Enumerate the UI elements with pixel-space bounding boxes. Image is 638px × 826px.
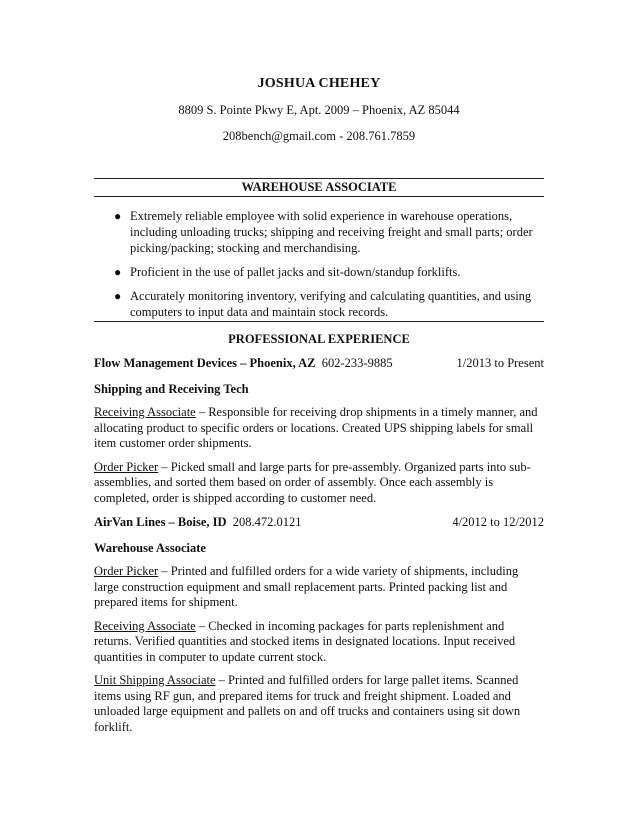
job-duty [94, 673, 544, 735]
section-rule [94, 178, 544, 179]
summary-bullet: ● Proficient in the use of pallet jacks and sit-down/standup forklifts. [114, 265, 461, 279]
duty-role: Order Picker [94, 459, 159, 474]
job-duty [94, 405, 544, 452]
duty-text: – Responsible for receiving drop shipments in a timely manner, and allocating product to specific orders or locations. Created UPS shipping labels for small item customer order shipments. [94, 405, 538, 450]
job-title: Shipping and Receiving Tech [94, 382, 249, 396]
duty-role: Order Picker [94, 564, 159, 578]
job-title: Warehouse Associate [94, 541, 206, 555]
candidate-name: JOSHUA CHEHEY [257, 76, 381, 91]
duty-role: Unit Shipping Associate [94, 673, 216, 687]
section-rule [94, 196, 544, 197]
duty-text: – Checked in incoming packages for parts replenishment and returns. Verified quantities and stocked items in designated locations. Input received quantities in computer to update current stock. [94, 618, 516, 664]
job-dates: 4/2012 to 12/2012 [452, 515, 544, 529]
duty-text: – Printed and fulfilled orders for large pallet items. Scanned items using RF gun, and prepared items for truck and freight shipment. Loaded and unloaded large equipment and pallets on and off trucks and containers using sit down forklift. [94, 673, 521, 734]
job-phone: 602-233-9885 [321, 356, 393, 370]
summary-title: WAREHOUSE ASSOCIATE [241, 180, 397, 194]
duty-role: Receiving Associate [94, 618, 196, 633]
job-phone: 208.472.0121 [232, 515, 302, 529]
job-duty [94, 619, 544, 666]
job-entry [94, 514, 544, 735]
bullet-dot: ● [114, 209, 122, 223]
experience-section [94, 355, 544, 735]
job-duty [94, 564, 544, 611]
job-entry [94, 355, 544, 506]
contact-line: 208bench@gmail.com - 208.761.7859 [222, 129, 416, 143]
summary-bullet: ● Accurately monitoring inventory, verifying and calculating quantities, and using computers to input data and maintain stock records. [114, 289, 532, 319]
address-line: 8809 S. Pointe Pkwy E, Apt. 2009 – Phoenix, AZ 85044 [178, 103, 460, 117]
duty-text: – Picked small and large parts for pre-assembly. Organized parts into sub-assemblies, and sorted them based on order of assembly. Once each assembly is completed, order is shipped according to customer need. [94, 459, 531, 505]
job-company: Flow Management Devices – Phoenix, AZ [94, 356, 316, 370]
section-rule [94, 321, 544, 322]
bullet-dot: ● [114, 289, 122, 303]
job-header [94, 355, 544, 371]
bullet-dot: ● [114, 265, 122, 279]
summary-bullets [94, 208, 544, 328]
job-dates: 1/2013 to Present [456, 356, 544, 370]
experience-title: PROFESSIONAL EXPERIENCE [228, 332, 410, 346]
duty-text: – Printed and fulfilled orders for a wide variety of shipments, including large construction equipment and small replacement parts. Printed packing list and prepared items for shipment. [94, 564, 519, 609]
job-company: AirVan Lines – Boise, ID [94, 515, 227, 529]
summary-bullet: ● Extremely reliable employee with solid experience in warehouse operations, including unloading trucks; shipping and receiving freight and small parts; order picking/packing; stocking and merchandising. [114, 209, 533, 255]
job-header [94, 514, 544, 530]
job-duty [94, 460, 544, 507]
duty-role: Receiving Associate [94, 405, 196, 419]
